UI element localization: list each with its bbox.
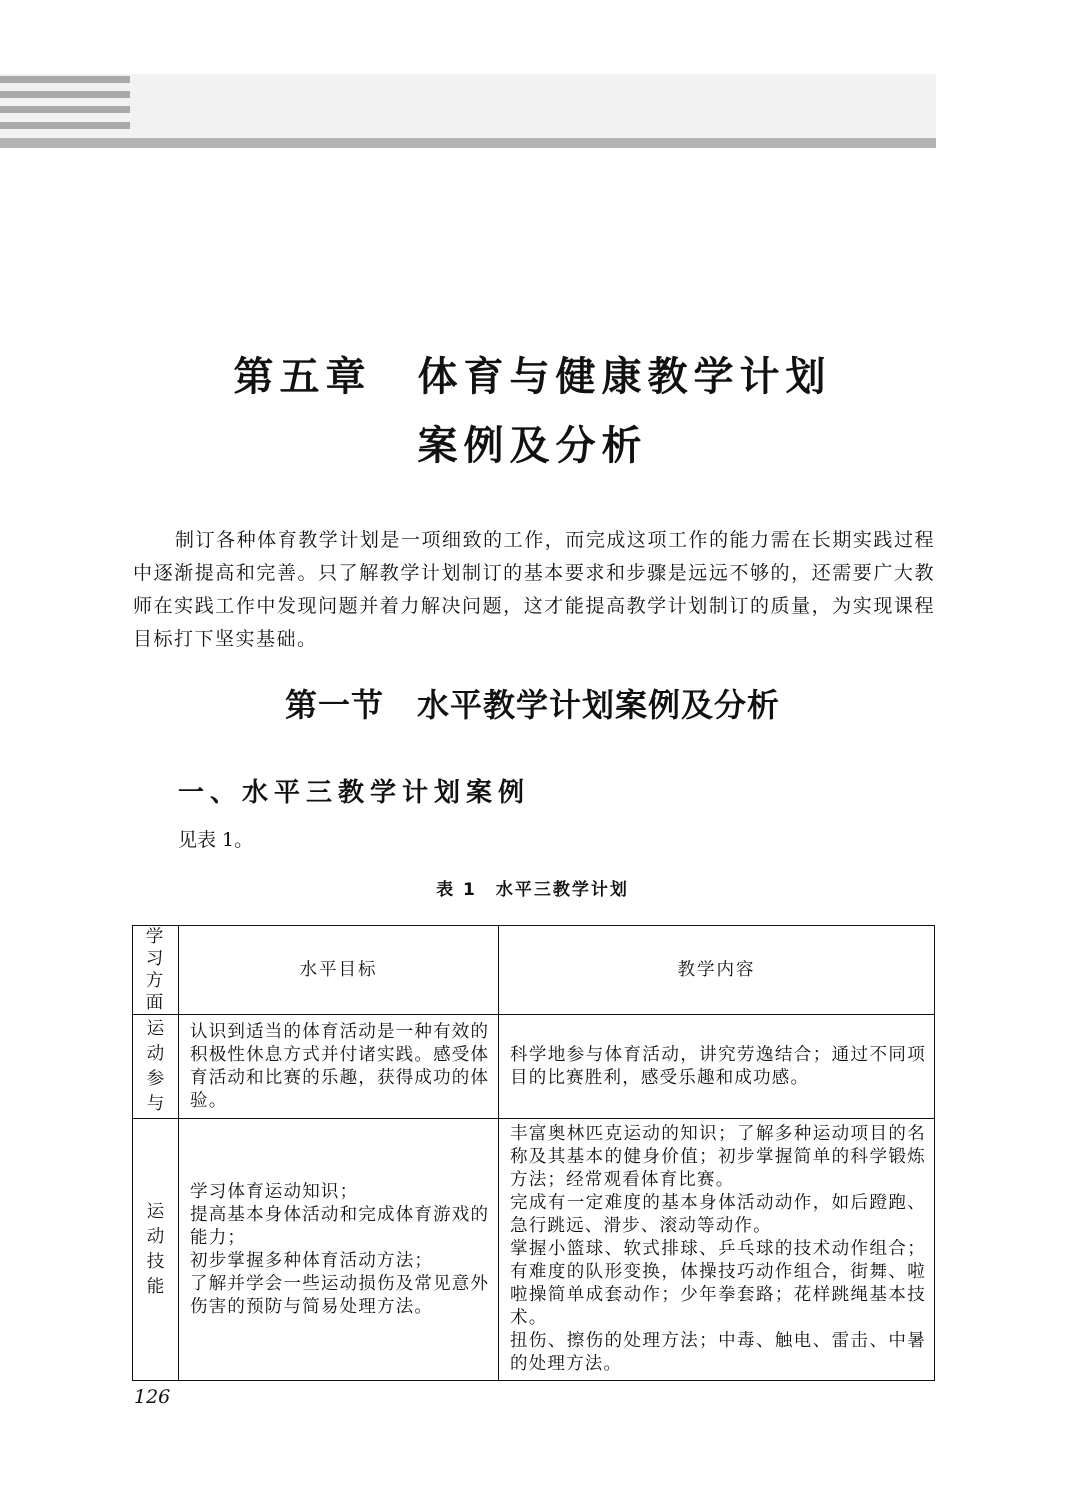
aspect-label: 运动参与 — [146, 1018, 165, 1114]
table-caption: 表 1 水平三教学计划 — [436, 880, 629, 900]
content-text: 科学地参与体育活动，讲究劳逸结合；通过不同项目的比赛胜利，感受乐趣和成功感。 — [510, 1044, 926, 1088]
header-stripe — [0, 122, 130, 129]
goals-cell — [179, 1015, 499, 1119]
table-row — [133, 1015, 935, 1119]
intro-paragraph: 制订各种体育教学计划是一项细致的工作，而完成这项工作的能力需在长期实践过程中逐渐提高和完善。只了解教学计划制订的基本要求和步骤是远远不够的，还需要广大教师在实践工作中发现问题并着力解决问题，这才能提高教学计划制订的质量，为实现课程目标打下坚实基础。 — [133, 529, 935, 650]
content-cell — [499, 1119, 935, 1381]
goal-text: 了解并学会一些运动损伤及常见意外伤害的预防与简易处理方法。 — [190, 1273, 490, 1317]
goal-text: 初步掌握多种体育活动方法； — [190, 1250, 434, 1271]
header-band — [0, 74, 936, 138]
subsection-title: 一、水平三教学计划案例 — [178, 778, 531, 808]
section-title: 第一节 水平教学计划案例及分析 — [284, 686, 780, 724]
header-aspect-label: 学习方面 — [145, 927, 166, 1013]
plan-table — [132, 925, 935, 1381]
header-stripe — [0, 76, 130, 83]
table-reference: 见表 1。 — [178, 829, 254, 851]
table-row — [133, 1119, 935, 1381]
goal-text: 提高基本身体活动和完成体育游戏的能力； — [190, 1204, 490, 1248]
content-cell — [499, 1015, 935, 1119]
table-header-row — [133, 926, 935, 1015]
aspect-cell — [133, 1015, 179, 1119]
goal-text: 认识到适当的体育活动是一种有效的积极性休息方式并付诸实践。感受体育活动和比赛的乐趣，获得成功的体验。 — [190, 1021, 490, 1111]
aspect-label: 运动技能 — [146, 1201, 165, 1297]
aspect-cell — [133, 1119, 179, 1381]
goal-text: 学习体育运动知识； — [190, 1181, 359, 1202]
header-stripe — [0, 91, 130, 98]
content-text: 丰富奥林匹克运动的知识；了解多种运动项目的名称及其基本的健身价值；初步掌握简单的科学锻炼方法；经常观看体育比赛。 — [510, 1124, 926, 1190]
header-stripe — [0, 106, 130, 113]
page-number: 126 — [134, 1386, 171, 1408]
header-rule — [0, 138, 936, 148]
header-goals: 水平目标 — [179, 926, 499, 1015]
content-text: 扭伤、擦伤的处理方法；中毒、触电、雷击、中暑的处理方法。 — [510, 1331, 926, 1374]
chapter-title-line1: 第五章 体育与健康教学计划 — [233, 354, 832, 400]
content-text: 完成有一定难度的基本身体活动动作，如后蹬跑、急行跳远、滑步、滚动等动作。 — [510, 1193, 926, 1236]
header-content: 教学内容 — [499, 926, 935, 1015]
goals-cell — [179, 1119, 499, 1381]
header-aspect — [133, 926, 179, 1015]
content-text: 掌握小篮球、软式排球、乒乓球的技术动作组合；有难度的队形变换，体操技巧动作组合，街舞、啦啦操简单成套动作；少年拳套路；花样跳绳基本技术。 — [510, 1239, 926, 1328]
chapter-title-line2: 案例及分析 — [417, 423, 648, 469]
